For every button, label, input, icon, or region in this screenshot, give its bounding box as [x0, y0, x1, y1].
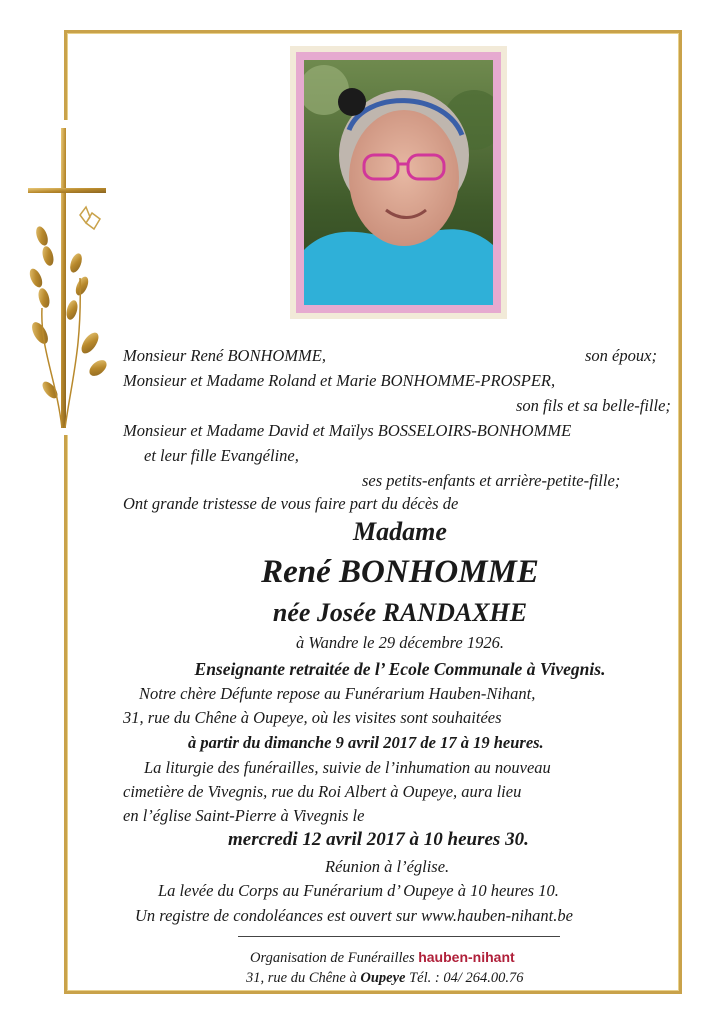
footer-divider [238, 936, 560, 937]
rest-line-2: 31, rue du Chêne à Oupeye, où les visites sont souhaitées [123, 708, 502, 727]
spouse-role: son époux; [585, 346, 657, 365]
son-role: son fils et sa belle-fille; [516, 396, 671, 415]
brand-logo: hauben-nihant [418, 949, 515, 965]
levee: La levée du Corps au Funérarium d’ Oupeye à 10 heures 10. [158, 881, 559, 900]
spouse-name: Monsieur René BONHOMME, [123, 346, 326, 365]
liturgy-line-3: en l’église Saint-Pierre à Vivegnis le [123, 806, 365, 825]
grandchildren-role: ses petits-enfants et arrière-petite-fille; [362, 471, 621, 490]
deceased-occupation: Enseignante retraitée de l’ Ecole Communale à Vivegnis. [194, 659, 606, 679]
footer-address-prefix: 31, rue du Chêne à [246, 970, 357, 986]
registry: Un registre de condoléances est ouvert sur www.hauben-nihant.be [135, 906, 573, 925]
liturgy-line-1: La liturgie des funérailles, suivie de l’inhumation au nouveau [144, 758, 551, 777]
deceased-birth-name: née Josée RANDAXHE [272, 598, 528, 627]
cross-wheat-icon [20, 128, 120, 428]
liturgy-line-2: cimetière de Vivegnis, rue du Roi Albert à Oupeye, aura lieu [123, 782, 522, 801]
footer-organisation [250, 947, 515, 968]
visits: à partir du dimanche 9 avril 2017 de 17 à 19 heures. [188, 733, 544, 752]
deceased-title: Madame [353, 517, 447, 546]
grandchildren-daughter: et leur fille Evangéline, [144, 446, 299, 465]
grandchildren-name: Monsieur et Madame David et Maïlys BOSSELOIRS-BONHOMME [123, 421, 572, 440]
meeting: Réunion à l’église. [325, 857, 450, 876]
deceased-birth: à Wandre le 29 décembre 1926. [295, 633, 505, 652]
footer-town: Oupeye [360, 970, 406, 986]
portrait-photo [304, 60, 493, 305]
rest-line-1: Notre chère Défunte repose au Funérarium Hauben-Nihant, [139, 684, 536, 703]
announcement: Ont grande tristesse de vous faire part du décès de [123, 494, 459, 513]
deceased-name: René BONHOMME [261, 554, 539, 590]
footer-org-prefix: Organisation de Funérailles [250, 950, 415, 966]
funeral-date: mercredi 12 avril 2017 à 10 heures 30. [228, 829, 529, 850]
footer-phone: Tél. : 04/ 264.00.76 [409, 970, 524, 986]
son-name: Monsieur et Madame Roland et Marie BONHOMME-PROSPER, [123, 371, 556, 390]
footer-address [246, 968, 523, 988]
